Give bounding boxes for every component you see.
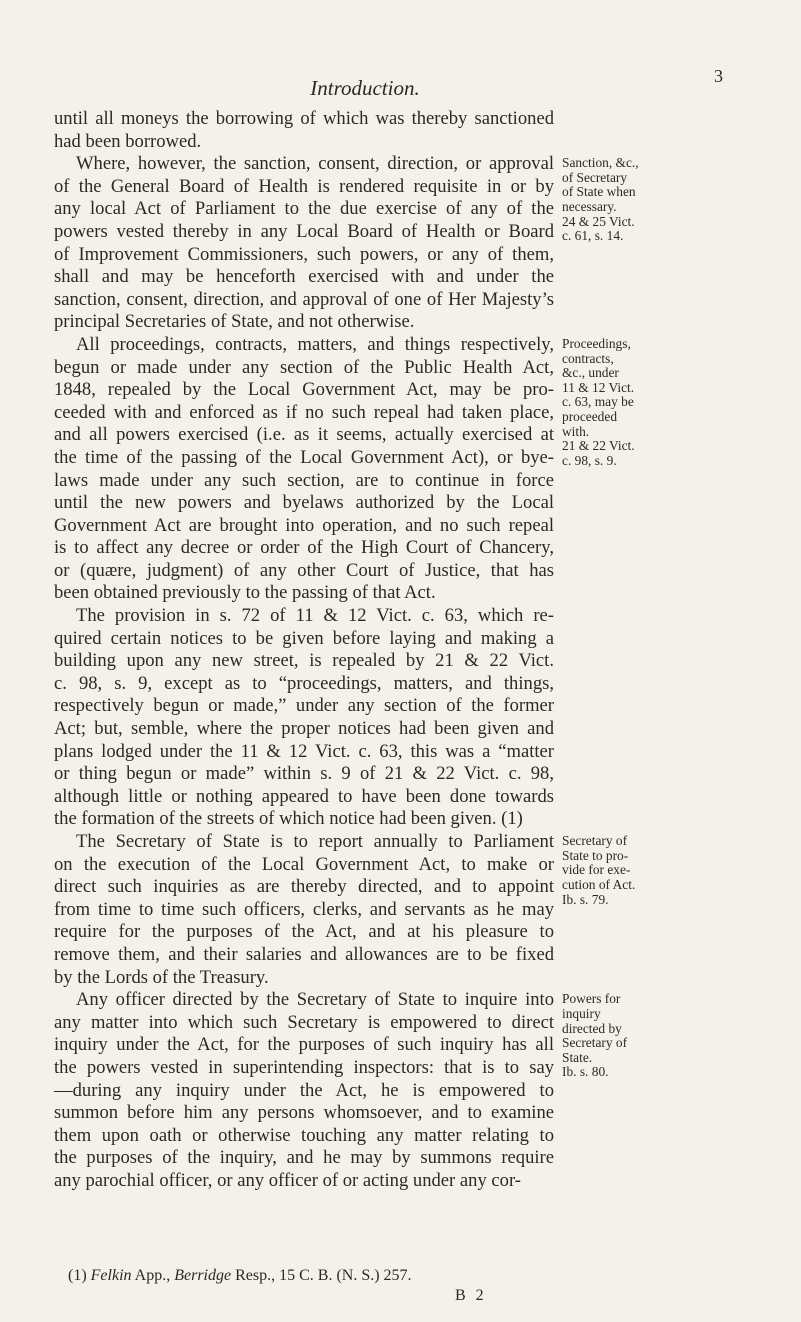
text-line: shall and may be henceforth exercised with and under the <box>54 266 554 288</box>
side-note-line: directed by <box>562 1020 622 1036</box>
side-note-line: inquiry <box>562 1005 601 1021</box>
footnote-text-b: Resp., 15 C. B. (N. S.) 257. <box>235 1267 412 1284</box>
side-note-line: Sanction, &c., <box>562 155 639 171</box>
text-line: begun or made under any section of the Public Health Act, <box>54 356 554 378</box>
text-line: of Improvement Commissioners, such powers, or any of them, <box>54 243 554 265</box>
side-note-line: 21 & 22 Vict. <box>562 438 635 454</box>
text-line: on the execution of the Local Government Act, to make or <box>54 853 554 875</box>
text-line: All proceedings, contracts, matters, and things respectively, <box>76 333 554 355</box>
text-line: The provision in s. 72 of 11 & 12 Vict. c. 63, which re- <box>76 605 554 627</box>
text-line: building upon any new street, is repealed by 21 & 22 Vict. <box>54 650 554 672</box>
text-line: Where, however, the sanction, consent, direction, or approval <box>76 153 554 175</box>
side-note-line: cution of Act. <box>562 876 636 892</box>
side-note-line: State. <box>562 1049 593 1065</box>
text-line: the powers vested in superintending inspectors: that is to say <box>54 1056 554 1078</box>
side-note-line: 24 & 25 Vict. <box>562 213 635 229</box>
text-line: sanction, consent, direction, and approval of one of Her Majesty’s <box>54 288 554 310</box>
side-note-line: vide for exe- <box>562 862 631 878</box>
running-title: Introduction. <box>310 76 420 100</box>
text-line: ceeded with and enforced as if no such repeal had taken place, <box>54 401 554 423</box>
side-note <box>562 156 639 244</box>
text-line: Government Act are brought into operation, and no such repeal <box>54 514 554 536</box>
side-note-line: of Secretary <box>562 169 628 185</box>
text-line: require for the purposes of the Act, and at his pleasure to <box>54 921 554 943</box>
text-line: or (quære, judgment) of any other Court of Justice, that has <box>54 559 554 581</box>
text-line: any parochial officer, or any officer of or acting under any cor- <box>54 1169 521 1191</box>
text-line: had been borrowed. <box>54 130 202 152</box>
side-note-line: proceeded <box>562 408 618 424</box>
text-line: direct such inquiries as are thereby directed, and to appoint <box>54 876 554 898</box>
text-line: summon before him any persons whomsoever, and to examine <box>54 1102 554 1124</box>
side-note-line: State to pro- <box>562 847 629 863</box>
text-line: although little or nothing appeared to have been done towards <box>54 785 554 807</box>
text-line: —during any inquiry under the Act, he is empowered to <box>54 1079 554 1101</box>
text-line: remove them, and their salaries and allowances are to be fixed <box>54 943 554 965</box>
footnote-text-a: App., <box>134 1267 171 1284</box>
text-line: Act; but, semble, where the proper notices had been given and <box>54 718 554 740</box>
side-note-line: contracts, <box>562 350 614 366</box>
text-line: inquiry under the Act, for the purposes of such inquiry has all <box>54 1034 554 1056</box>
main-text <box>54 108 554 1193</box>
text-line: is to affect any decree or order of the High Court of Chancery, <box>54 537 554 559</box>
text-line: any local Act of Parliament to the due exercise of any of the <box>54 198 554 220</box>
text-line: from time to time such officers, clerks, and servants as he may <box>54 898 554 920</box>
text-line: been obtained previously to the passing of that Act. <box>54 582 436 604</box>
text-line: plans lodged under the 11 & 12 Vict. c. 63, this was a “matter <box>54 740 554 762</box>
text-line: by the Lords of the Treasury. <box>54 966 269 988</box>
text-line: the time of the passing of the Local Government Act), or bye- <box>54 446 554 468</box>
footnote <box>68 1267 708 1285</box>
side-note-line: Secretary of <box>562 833 628 849</box>
text-line: the formation of the streets of which notice had been given. (1) <box>54 808 523 830</box>
text-line: until all moneys the borrowing of which was thereby sanctioned <box>54 108 554 129</box>
side-note-line: 11 & 12 Vict. <box>562 379 635 395</box>
side-note-line: c. 98, s. 9. <box>562 452 617 468</box>
side-note-line: Proceedings, <box>562 336 631 351</box>
side-note <box>562 992 627 1080</box>
footnote-case-name-2: Berridge <box>174 1267 232 1284</box>
text-line: the purposes of the inquiry, and he may by summons require <box>54 1147 554 1169</box>
text-line: until the new powers and byelaws authorized by the Local <box>54 492 554 514</box>
side-note <box>562 337 635 468</box>
text-line: powers vested thereby in any Local Board of Health or Board <box>54 220 554 242</box>
page-number: 3 <box>714 66 723 86</box>
text-line: and all powers exercised (i.e. as it seems, actually exercised at <box>54 424 554 446</box>
side-note-line: &c., under <box>562 365 619 381</box>
text-line: The Secretary of State is to report annually to Parliament <box>76 831 554 852</box>
side-note-line: Ib. s. 79. <box>562 891 609 907</box>
text-line: 1848, repealed by the Local Government Act, may be pro- <box>54 379 554 401</box>
text-line: them upon oath or otherwise touching any matter relating to <box>54 1124 554 1146</box>
side-note-line: with. <box>562 423 590 439</box>
side-note <box>562 834 635 907</box>
side-note-line: necessary. <box>562 198 617 214</box>
text-line: laws made under any such section, are to continue in force <box>54 469 554 491</box>
footnote-marker: (1) <box>68 1267 87 1284</box>
text-line: Any officer directed by the Secretary of State to inquire into <box>76 989 554 1011</box>
text-line: or thing begun or made” within s. 9 of 21 & 22 Vict. c. 98, <box>54 763 554 785</box>
side-note-line: Ib. s. 80. <box>562 1064 609 1080</box>
side-note-line: c. 63, may be <box>562 394 634 410</box>
signature-mark: B 2 <box>455 1287 487 1304</box>
text-line: c. 98, s. 9, except as to “proceedings, matters, and things, <box>54 672 554 694</box>
side-note-line: Secretary of <box>562 1035 628 1051</box>
side-note-line: Powers for <box>562 991 621 1007</box>
side-note-line: of State when <box>562 184 636 200</box>
footnote-case-name: Felkin <box>90 1267 132 1284</box>
text-line: respectively begun or made,” under any section of the former <box>54 695 554 717</box>
text-line: any matter into which such Secretary is empowered to direct <box>54 1011 554 1033</box>
text-line: quired certain notices to be given before laying and making a <box>54 627 554 649</box>
side-note-line: c. 61, s. 14. <box>562 228 624 244</box>
text-line: of the General Board of Health is rendered requisite in or by <box>54 175 554 197</box>
text-line: principal Secretaries of State, and not otherwise. <box>54 311 415 333</box>
